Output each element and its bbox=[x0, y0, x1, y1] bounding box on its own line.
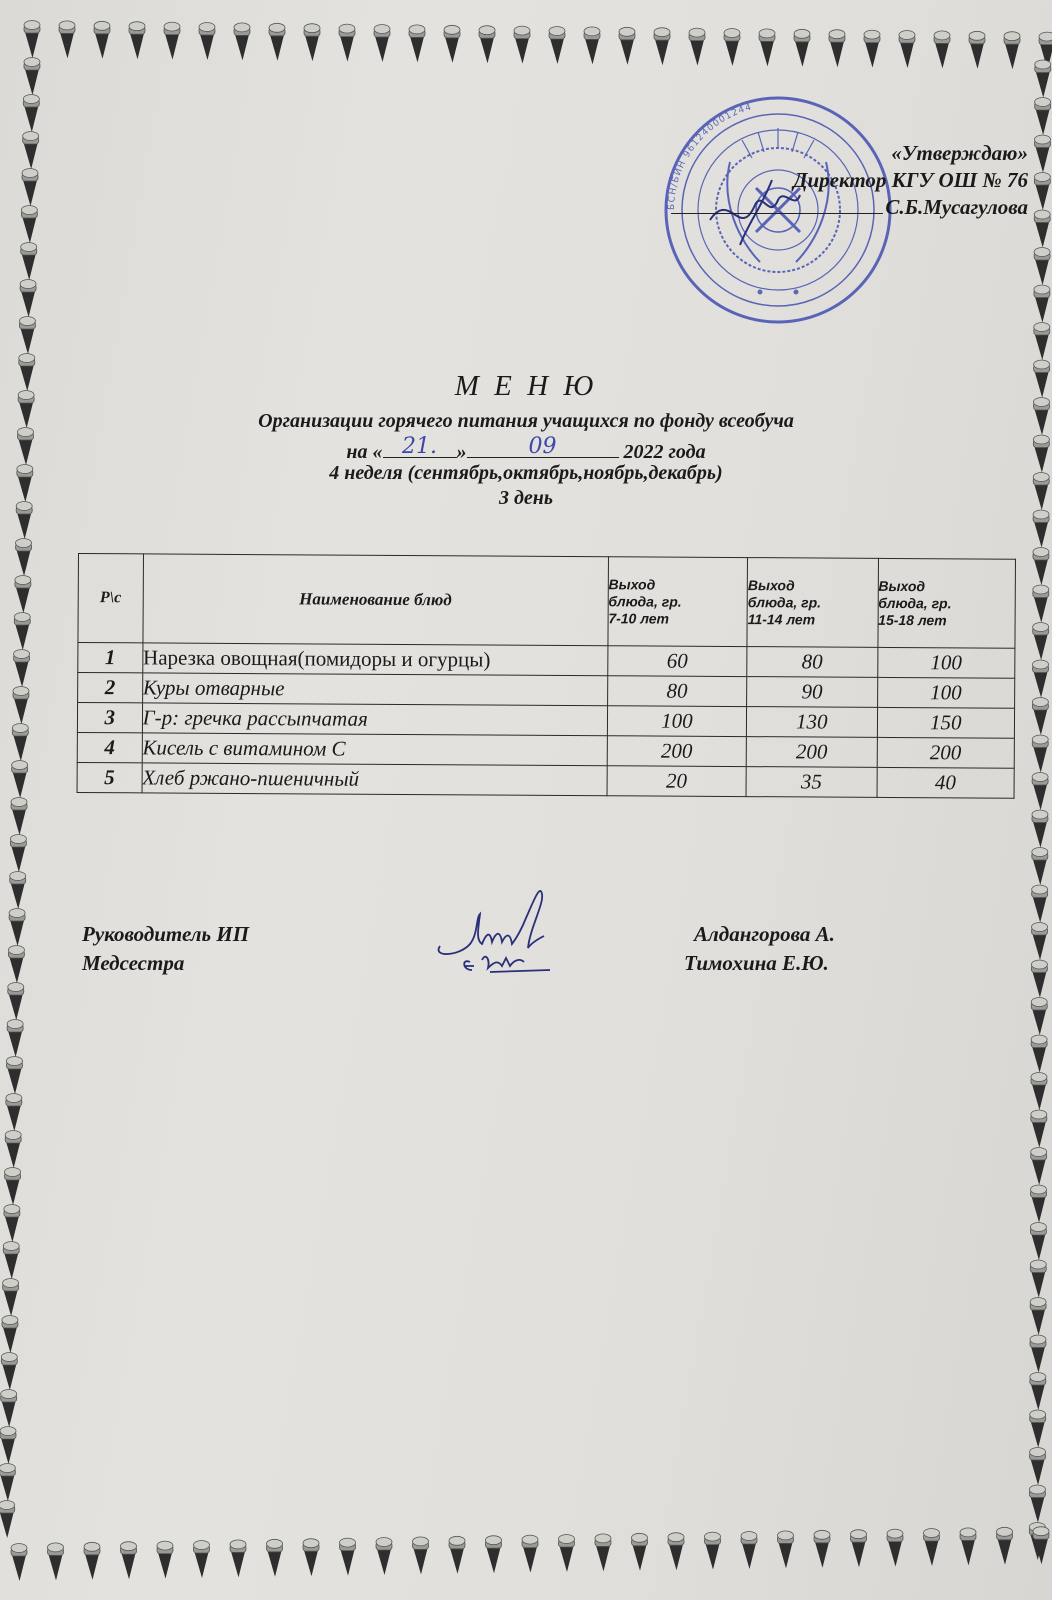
cone-ornament bbox=[267, 1539, 283, 1577]
cone-ornament bbox=[1029, 1485, 1045, 1523]
cone-ornament bbox=[21, 206, 37, 244]
cone-ornament bbox=[13, 687, 29, 725]
cone-ornament bbox=[12, 761, 28, 799]
yield-11-14: 200 bbox=[746, 737, 877, 768]
cone-ornament bbox=[1032, 735, 1048, 773]
yield-15-18: 100 bbox=[877, 677, 1015, 708]
cone-ornament bbox=[1033, 585, 1049, 623]
dish-name: Кисель с витамином С bbox=[142, 733, 607, 766]
cone-ornament bbox=[129, 22, 145, 60]
cone-ornament bbox=[549, 27, 565, 65]
yield-unit: блюда, гр. bbox=[747, 593, 822, 611]
cone-ornament bbox=[1030, 1223, 1046, 1261]
cone-ornament bbox=[1033, 510, 1049, 548]
cone-ornament bbox=[157, 1541, 173, 1579]
approval-position: Директор КГУ ОШ № 76 bbox=[793, 168, 1028, 192]
cone-ornament bbox=[1032, 773, 1048, 811]
cone-ornament bbox=[969, 31, 985, 69]
cone-ornament bbox=[1032, 923, 1048, 961]
cone-ornament bbox=[1030, 1448, 1046, 1486]
cone-ornament bbox=[1031, 1073, 1047, 1111]
cone-ornament bbox=[522, 1535, 538, 1573]
cone-ornament bbox=[1032, 885, 1048, 923]
menu-table bbox=[77, 553, 1016, 799]
cone-ornament bbox=[1034, 323, 1050, 361]
cone-ornament bbox=[794, 29, 810, 67]
cone-ornament bbox=[1031, 1110, 1047, 1148]
cone-ornament bbox=[304, 24, 320, 62]
cone-ornament bbox=[1031, 998, 1047, 1036]
cone-ornament bbox=[724, 29, 740, 67]
date-prefix: на « bbox=[346, 441, 383, 463]
cone-ornament bbox=[94, 21, 110, 59]
yield-7-10: 20 bbox=[607, 766, 747, 797]
cone-ornament bbox=[1032, 810, 1048, 848]
cone-ornament bbox=[0, 1427, 16, 1465]
cone-ornament bbox=[619, 27, 635, 65]
yield-7-10: 200 bbox=[607, 736, 747, 767]
cone-ornament bbox=[23, 132, 39, 170]
yield-15-18: 40 bbox=[877, 767, 1015, 798]
cone-ornament bbox=[59, 21, 75, 59]
approval-name-line bbox=[671, 194, 1028, 221]
approval-block bbox=[671, 140, 1028, 221]
page-subtitle: Организации горячего питания учащихся по фонду всеобуча bbox=[258, 410, 794, 432]
cone-ornament bbox=[11, 798, 27, 836]
table-row bbox=[77, 762, 1014, 798]
dish-name: Куры отварные bbox=[142, 673, 607, 706]
approval-name: С.Б.Мусагулова bbox=[885, 195, 1028, 219]
dish-name: Хлеб ржано-пшеничный bbox=[142, 763, 607, 796]
cone-ornament bbox=[9, 909, 25, 947]
yield-label: Выход bbox=[747, 576, 795, 593]
cone-ornament bbox=[409, 25, 425, 63]
cone-ornament bbox=[1033, 1527, 1049, 1565]
yield-15-18: 200 bbox=[877, 737, 1015, 768]
cone-ornament bbox=[829, 30, 845, 67]
cone-ornament bbox=[164, 22, 180, 60]
age-group: 7-10 лет bbox=[608, 609, 670, 627]
table-header-row bbox=[78, 554, 1016, 649]
cone-ornament bbox=[23, 95, 39, 133]
cone-ornament bbox=[851, 1530, 867, 1568]
cone-ornament bbox=[1035, 98, 1051, 136]
yield-7-10: 60 bbox=[607, 646, 747, 677]
date-day-field bbox=[383, 434, 457, 459]
cone-ornament bbox=[12, 724, 28, 762]
stamp-text: БСН/БИН 961240001244 bbox=[666, 102, 754, 211]
yield-label: Выход bbox=[878, 577, 926, 594]
cone-ornament bbox=[5, 1168, 21, 1206]
cone-ornament bbox=[2, 1316, 18, 1354]
cone-ornament bbox=[24, 58, 40, 96]
day-line: 3 день bbox=[498, 487, 554, 509]
yield-unit: блюда, гр. bbox=[878, 594, 952, 611]
cone-ornament bbox=[121, 1542, 137, 1580]
signer-role: Руководитель ИП bbox=[82, 922, 250, 946]
cone-ornament bbox=[1032, 698, 1048, 736]
signer-name: Тимохина Е.Ю. bbox=[684, 951, 829, 975]
cone-ornament bbox=[4, 1205, 20, 1243]
cone-ornament bbox=[1033, 660, 1049, 698]
col-header-age3 bbox=[878, 558, 1016, 648]
approval-title: «Утверждаю» bbox=[891, 141, 1028, 165]
cone-ornament bbox=[199, 23, 215, 61]
cone-ornament bbox=[20, 280, 36, 318]
signature-line bbox=[671, 195, 883, 214]
cone-ornament bbox=[303, 1539, 319, 1577]
cone-ornament bbox=[8, 946, 24, 984]
cone-ornament bbox=[8, 983, 24, 1021]
cone-ornament bbox=[1034, 248, 1050, 286]
cone-ornament bbox=[814, 1530, 830, 1568]
col-header-name: Наименование блюд bbox=[143, 554, 609, 646]
cone-ornament bbox=[7, 1020, 23, 1058]
cone-ornament bbox=[1033, 623, 1049, 661]
date-line bbox=[0, 434, 1052, 464]
cone-ornament bbox=[0, 1501, 15, 1539]
date-month: 09 bbox=[528, 434, 557, 459]
cone-ornament bbox=[1034, 173, 1050, 211]
signer-name: Алдангорова А. bbox=[694, 922, 835, 946]
yield-11-14: 35 bbox=[746, 767, 877, 798]
cone-ornament bbox=[705, 1532, 721, 1570]
cone-ornament bbox=[376, 1538, 392, 1576]
cone-ornament bbox=[3, 1242, 19, 1280]
cone-ornament bbox=[234, 23, 250, 61]
cone-ornament bbox=[1, 1353, 17, 1391]
cone-ornament bbox=[19, 317, 35, 355]
cone-ornament bbox=[1030, 1373, 1046, 1411]
cone-ornament bbox=[1031, 1148, 1047, 1186]
cone-ornament bbox=[1034, 285, 1050, 323]
signer-row bbox=[82, 920, 962, 949]
signer-role: Медсестра bbox=[82, 951, 185, 975]
col-header-age1 bbox=[608, 557, 748, 647]
signer-row bbox=[82, 949, 962, 978]
row-num: 1 bbox=[78, 643, 143, 673]
cone-ornament bbox=[934, 31, 950, 69]
cone-ornament bbox=[1031, 960, 1047, 998]
cone-ornament bbox=[997, 1527, 1013, 1565]
cone-ornament bbox=[1031, 1035, 1047, 1073]
cone-ornament bbox=[559, 1535, 575, 1573]
cone-ornament bbox=[16, 539, 32, 577]
cone-ornament bbox=[1034, 210, 1050, 248]
date-suffix: 2022 года bbox=[623, 441, 706, 463]
cone-ornament bbox=[595, 1534, 611, 1572]
cone-ornament bbox=[1031, 1185, 1047, 1223]
cone-ornament bbox=[759, 29, 775, 67]
cone-ornament bbox=[269, 23, 285, 61]
cone-ornament bbox=[960, 1528, 976, 1566]
yield-15-18: 150 bbox=[877, 707, 1015, 738]
cone-ornament bbox=[1, 1390, 17, 1428]
cone-ornament bbox=[6, 1057, 22, 1095]
cone-ornament bbox=[778, 1531, 794, 1569]
cone-ornament bbox=[15, 576, 31, 614]
yield-15-18: 100 bbox=[877, 647, 1015, 678]
date-mid: » bbox=[456, 441, 467, 463]
yield-unit: блюда, гр. bbox=[608, 592, 682, 610]
cone-ornament bbox=[1032, 848, 1048, 886]
cone-ornament bbox=[1030, 1335, 1046, 1373]
cone-ornament bbox=[514, 26, 530, 64]
signers-block bbox=[82, 920, 962, 978]
cone-ornament bbox=[22, 169, 38, 207]
cone-ornament bbox=[0, 1464, 15, 1502]
col-header-age2 bbox=[747, 558, 878, 648]
cone-ornament bbox=[48, 1543, 64, 1581]
yield-7-10: 100 bbox=[607, 706, 747, 737]
col-header-num: Р\с bbox=[78, 554, 143, 643]
week-line: 4 неделя (сентябрь,октябрь,ноябрь,декабрь) bbox=[329, 462, 723, 484]
cone-ornament bbox=[194, 1541, 210, 1579]
cone-ornament bbox=[230, 1540, 246, 1578]
cone-ornament bbox=[741, 1532, 757, 1570]
cone-ornament bbox=[444, 25, 460, 63]
row-num: 2 bbox=[78, 673, 143, 703]
table-row bbox=[78, 643, 1015, 679]
date-day: 21. bbox=[402, 434, 438, 459]
row-num: 3 bbox=[77, 703, 142, 733]
yield-11-14: 90 bbox=[747, 677, 878, 708]
age-group: 11-14 лет bbox=[747, 610, 816, 628]
cone-ornament bbox=[632, 1533, 648, 1571]
cone-ornament bbox=[1030, 1260, 1046, 1298]
cone-ornament bbox=[21, 243, 37, 281]
row-num: 5 bbox=[77, 762, 142, 792]
age-group: 15-18 лет bbox=[878, 611, 947, 628]
cone-ornament bbox=[374, 25, 390, 63]
dish-name: Г-р: гречка рассыпчатая bbox=[142, 703, 607, 736]
cone-ornament bbox=[654, 28, 670, 65]
cone-ornament bbox=[584, 27, 600, 65]
cone-ornament bbox=[887, 1529, 903, 1567]
row-num: 4 bbox=[77, 732, 142, 762]
cone-ornament bbox=[10, 835, 26, 873]
cone-ornament bbox=[1035, 60, 1051, 98]
cone-ornament bbox=[413, 1537, 429, 1575]
cone-ornament bbox=[668, 1533, 684, 1571]
cone-ornament bbox=[14, 613, 30, 651]
cone-ornament bbox=[84, 1542, 100, 1580]
yield-7-10: 80 bbox=[607, 676, 747, 707]
dish-name: Нарезка овощная(помидоры и огурцы) bbox=[142, 643, 607, 676]
cone-ornament bbox=[1029, 1523, 1045, 1561]
cone-ornament bbox=[689, 28, 705, 66]
yield-11-14: 80 bbox=[747, 647, 878, 678]
cone-ornament bbox=[10, 872, 26, 910]
cone-ornament bbox=[11, 1544, 27, 1582]
cone-ornament bbox=[340, 1538, 356, 1576]
cone-ornament bbox=[899, 31, 915, 69]
cone-ornament bbox=[924, 1529, 940, 1567]
yield-label: Выход bbox=[608, 575, 656, 593]
cone-ornament bbox=[3, 1279, 19, 1317]
cone-ornament bbox=[6, 1094, 22, 1132]
cone-ornament bbox=[24, 21, 40, 59]
cone-ornament bbox=[1039, 32, 1052, 70]
cone-ornament bbox=[1004, 32, 1020, 69]
cone-ornament bbox=[864, 30, 880, 68]
cone-ornament bbox=[1033, 548, 1049, 586]
cone-ornament bbox=[1030, 1410, 1046, 1448]
page-title: М Е Н Ю bbox=[454, 370, 598, 402]
yield-11-14: 130 bbox=[747, 707, 878, 738]
cone-ornament bbox=[449, 1536, 465, 1574]
cone-ornament bbox=[1030, 1298, 1046, 1336]
cone-ornament bbox=[1034, 135, 1050, 173]
cone-ornament bbox=[5, 1131, 21, 1169]
cone-ornament bbox=[479, 26, 495, 64]
date-month-field bbox=[467, 434, 619, 459]
cone-ornament bbox=[339, 24, 355, 62]
cone-ornament bbox=[14, 650, 30, 688]
cone-ornament bbox=[486, 1536, 502, 1574]
